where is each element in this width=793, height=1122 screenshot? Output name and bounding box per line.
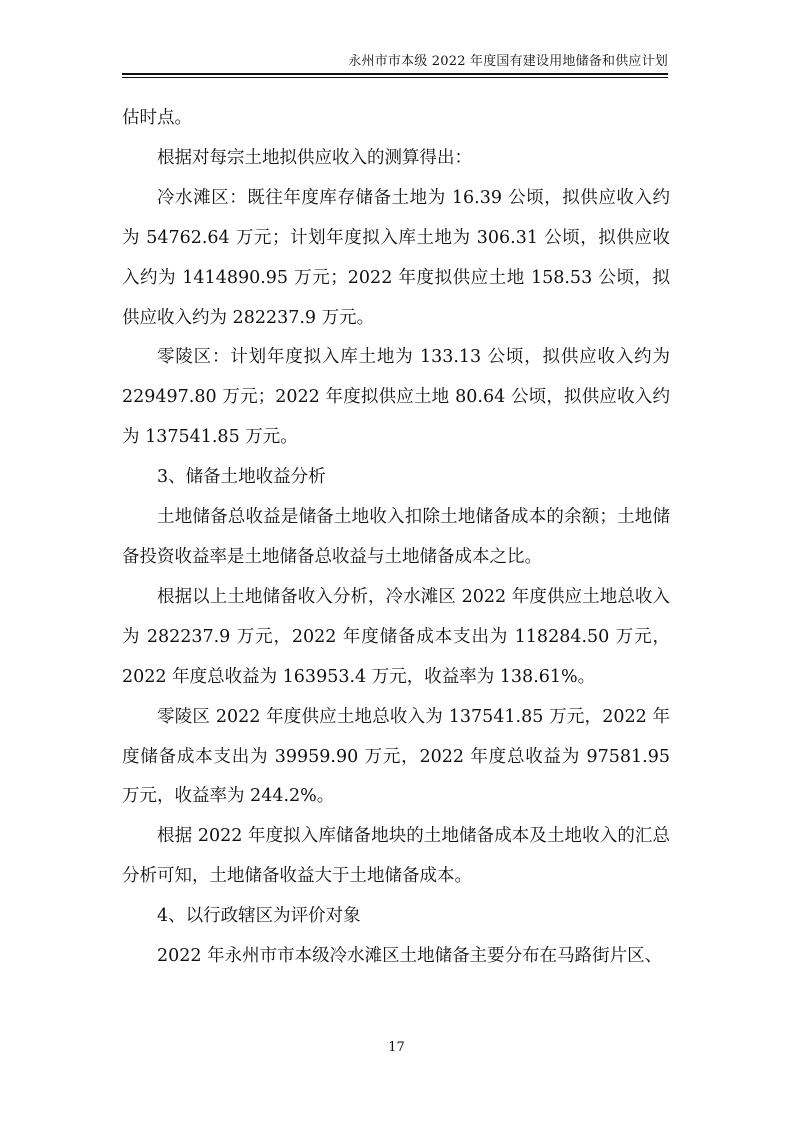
paragraph-lingling-returns: 零陵区 2022 年度供应土地总收入为 137541.85 万元，2022 年度储备成本支出为 39959.90 万元，2022 年度总收益为 97581.95 万元，收益率为 244.2%。 (122, 706, 670, 807)
page-number: 17 (388, 1040, 405, 1055)
header-rule (122, 73, 668, 75)
header-rule-thin (122, 77, 668, 78)
paragraph-lengshuitan-income: 冷水滩区：既往年度库存储备土地为 16.39 公顷，拟供应收入约为 54762.64 万元；计划年度拟入库土地为 306.31 公顷，拟供应收入约为 1414890.95 万元；2022 年度拟供应土地 158.53 公顷，拟供应收入约为 282237.9 万元。 (122, 187, 670, 328)
document-body (122, 99, 670, 977)
paragraph-conclusion: 根据 2022 年度拟入库储备地块的土地储备成本及土地收入的汇总分析可知，土地储备收益大于土地储备成本。 (122, 826, 670, 887)
paragraph-lingling-income: 零陵区：计划年度拟入库土地为 133.13 公顷，拟供应收入约为 229497.80 万元；2022 年度拟供应土地 80.64 公顷，拟供应收入约为 137541.85 万元。 (122, 347, 670, 448)
paragraph-definition: 土地储备总收益是储备土地收入扣除土地储备成本的余额；土地储备投资收益率是土地储备总收益与土地储备成本之比。 (122, 507, 670, 567)
running-header: 永州市市本级 2022 年度国有建设用地储备和供应计划 (348, 54, 668, 69)
section-heading-4: 4、以行政辖区为评价对象 (157, 906, 361, 927)
paragraph-intro: 根据对每宗土地拟供应收入的测算得出： (157, 147, 472, 168)
paragraph-distribution: 2022 年永州市市本级冷水滩区土地储备主要分布在马路街片区、 (157, 946, 663, 967)
paragraph-lengshuitan-returns: 根据以上土地储备收入分析，冷水滩区 2022 年度供应土地总收入为 282237.9 万元，2022 年度储备成本支出为 118284.50 万元，2022 年度总收益为 163953.4 万元，收益率为 138.61%。 (122, 586, 670, 687)
paragraph-continuation: 估时点。 (122, 108, 192, 128)
section-heading-3: 3、储备土地收益分析 (157, 467, 326, 488)
